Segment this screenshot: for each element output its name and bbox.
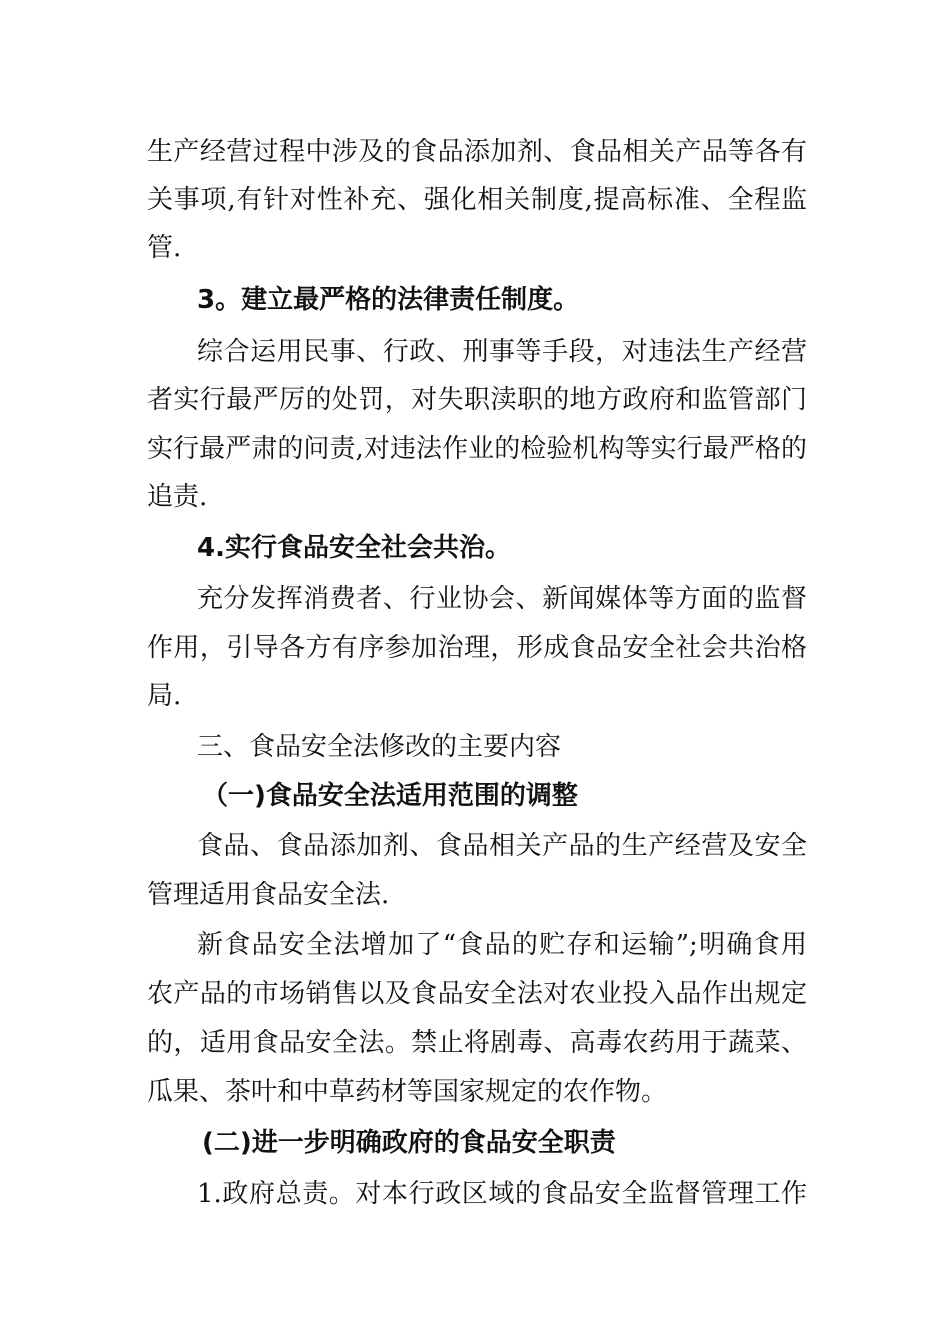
paragraph-line: 新食品安全法增加了“食品的贮存和运输”;明确食用 xyxy=(197,930,807,960)
paragraph-line: 管. xyxy=(147,233,182,263)
paragraph-line: 实行最严肃的问责,对违法作业的检验机构等实行最严格的 xyxy=(147,434,807,464)
paragraph-line: 农产品的市场销售以及食品安全法对农业投入品作出规定 xyxy=(147,979,807,1009)
section-heading: 三、食品安全法修改的主要内容 xyxy=(197,732,562,762)
paragraph-line: 者实行最严厉的处罚，对失职渎职的地方政府和监管部门 xyxy=(147,385,807,415)
paragraph-line: 的，适用食品安全法。禁止将剧毒、高毒农药用于蔬菜、 xyxy=(147,1028,807,1058)
paragraph-line: 局. xyxy=(147,681,182,711)
heading-4: 4.实行食品安全社会共治。 xyxy=(197,533,511,563)
subsection-heading: （一)食品安全法适用范围的调整 xyxy=(202,781,578,811)
paragraph-line: 瓜果、茶叶和中草药材等国家规定的农作物。 xyxy=(147,1077,668,1107)
subsection-heading: (二)进一步明确政府的食品安全职责 xyxy=(202,1128,616,1158)
paragraph-line: 1.政府总责。对本行政区域的食品安全监督管理工作 xyxy=(197,1179,807,1209)
paragraph-line: 作用，引导各方有序参加治理，形成食品安全社会共治格 xyxy=(147,633,807,663)
paragraph-line: 管理适用食品安全法. xyxy=(147,880,390,910)
paragraph-line: 关事项,有针对性补充、强化相关制度,提高标准、全程监 xyxy=(147,185,807,215)
paragraph-line: 追责. xyxy=(147,482,208,512)
heading-3: 3。建立最严格的法律责任制度。 xyxy=(197,285,580,315)
paragraph-line: 生产经营过程中涉及的食品添加剂、食品相关产品等各有 xyxy=(147,137,807,167)
paragraph-line: 综合运用民事、行政、刑事等手段，对违法生产经营 xyxy=(197,337,807,367)
paragraph-line: 食品、食品添加剂、食品相关产品的生产经营及安全 xyxy=(197,831,807,861)
paragraph-line: 充分发挥消费者、行业协会、新闻媒体等方面的监督 xyxy=(197,584,807,614)
